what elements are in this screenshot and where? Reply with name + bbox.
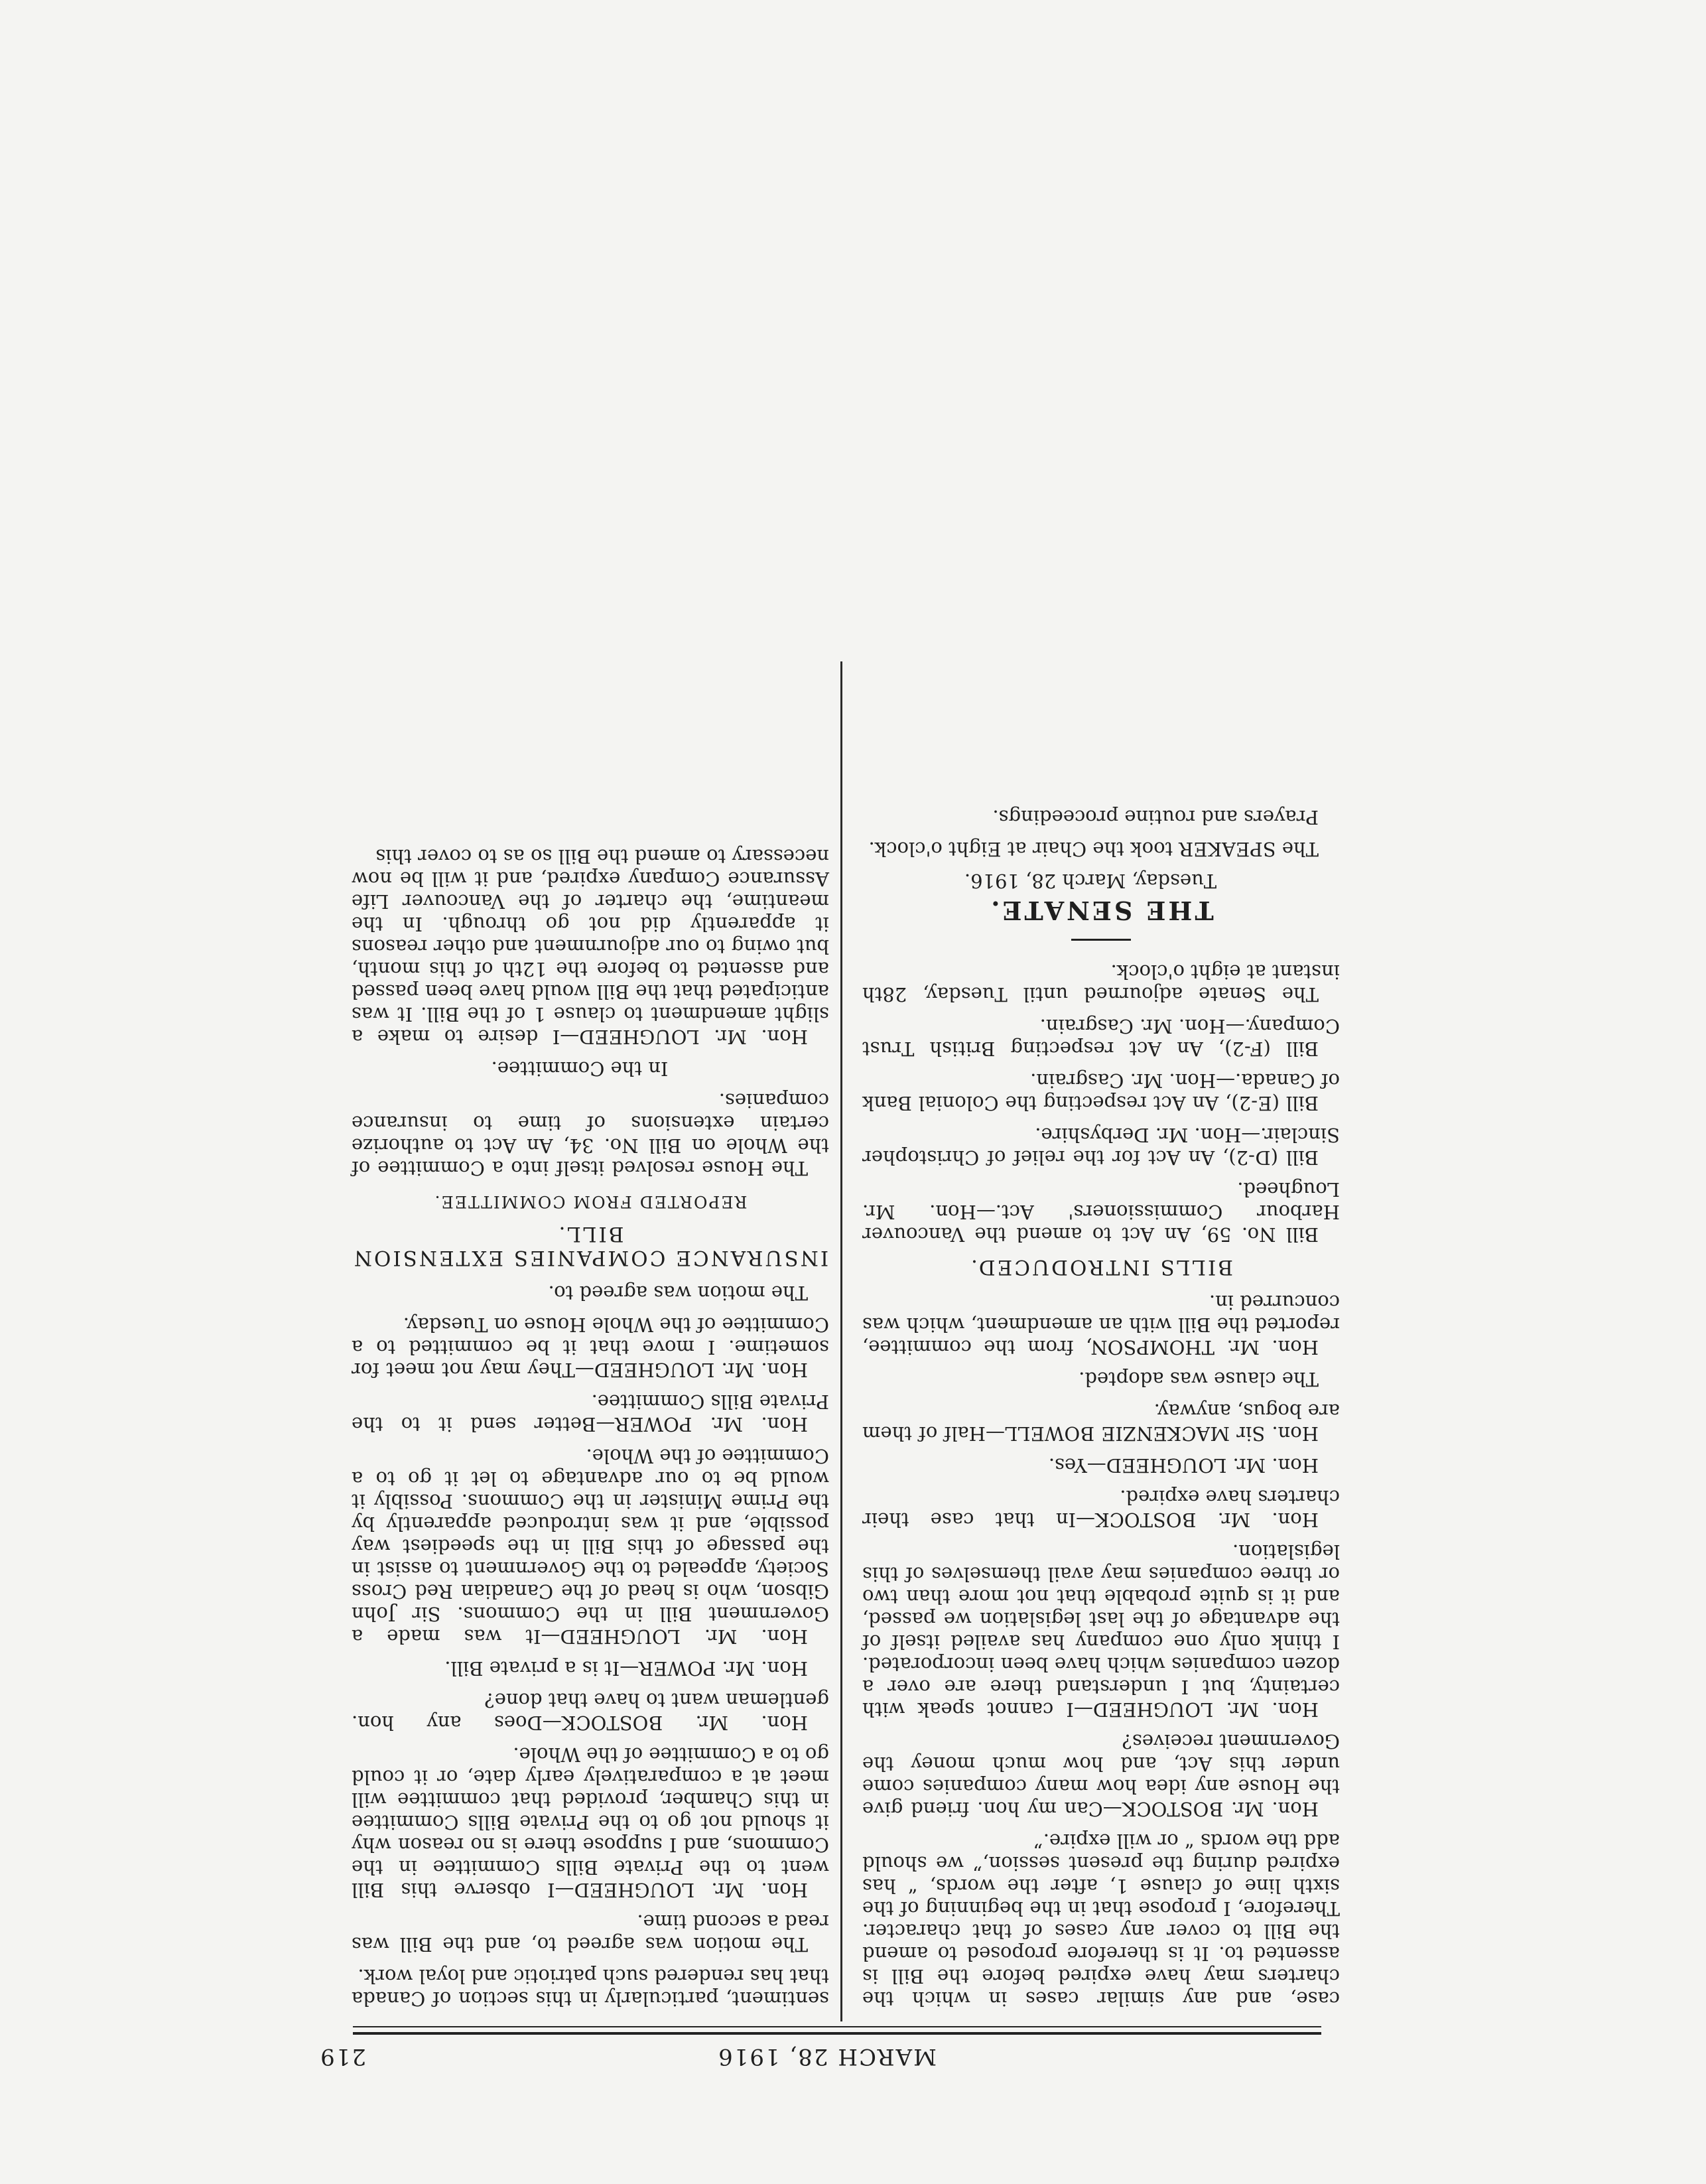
insurance-bill-heading: INSURANCE COMPANIES EXTENSION BILL.: [352, 1222, 829, 1270]
paragraph: Hon. Mr. BOSTOCK—In that case their charters have expired.: [862, 1486, 1340, 1531]
paragraph: Hon. Mr. LOUGHEED—I observe this Bill went to the Private Bills Committee in the Commons, and I suppose there is no reason why it should not go to the Private Bills Committee in this Chamber, provided that committee will meet at a comparatively early date, or it could go to a Committee of the Whole.: [352, 1743, 829, 1901]
senate-title: THE SENATE.: [988, 896, 1214, 925]
running-head: MARCH 28, 1916: [717, 2043, 937, 2070]
paragraph: Hon. Mr. BOSTOCK—Does any hon. gentleman want to have that done?: [352, 1689, 829, 1734]
bill-entry: Bill (D-2), An Act for the relief of Christopher Sinclair.—Hon. Mr. Derbyshire.: [862, 1124, 1340, 1169]
right-column: [352, 836, 829, 2010]
column-divider: [840, 661, 842, 2021]
insurance-bill-subheading: REPORTED FROM COMMITTEE.: [433, 1192, 748, 1211]
paragraph: The motion was agreed to.: [548, 1282, 808, 1304]
paragraph: Hon. Mr. LOUGHEED—I cannot speak with certainty, but I understand there are over a dozen companies which have been incorporated. I think only one company has availed itself of the advantage of the last legislation we passed, and it is quite probable that not more than two or three companies may avail themselves of this legislation.: [862, 1540, 1340, 1721]
paragraph: Hon. Mr. POWER—Better send it to the Private Bills Committee.: [352, 1391, 829, 1436]
paragraph: Hon. Mr. LOUGHEED—Yes.: [1048, 1454, 1319, 1477]
paragraph: The SPEAKER took the Chair at Eight o'clock.: [868, 838, 1319, 860]
header-rule-thin: [353, 2026, 1321, 2027]
header-rule: [353, 2032, 1321, 2035]
paragraph: Hon. Mr. POWER—It is a private Bill.: [444, 1657, 808, 1680]
paragraph: The motion was agreed to, and the Bill was read a second time.: [352, 1911, 829, 1956]
paragraph: Hon. Mr. LOUGHEED—It was made a Government Bill in the Commons. Sir John Gibson, who is head of the Canadian Red Cross Society, appealed to the Government to assist in the passage of this Bill in the speediest way possible, and it was introduced apparently by the Prime Minister in the Commons. Possibly it would be to our advantage to let it go to a Committee of the Whole.: [352, 1445, 829, 1648]
paragraph: Hon. Mr. BOSTOCK—Can my hon. friend give the House any idea how many companies come under this Act, and how much money the Government receives?: [862, 1730, 1340, 1820]
bill-entry: Bill (F-2), An Act respecting British Trust Company.—Hon. Mr. Casgrain.: [862, 1015, 1340, 1060]
left-column: [862, 797, 1340, 2010]
paragraph: The House resolved itself into a Committee of the Whole on Bill No. 34, An Act to authorize certain extensions of time to insurance companies.: [352, 1089, 829, 1180]
section-rule: [1071, 939, 1131, 941]
sitting-date: Tuesday, March 28, 1916.: [964, 870, 1217, 892]
paragraph: case, and any similar cases in which the charters may have expired before the Bill is assented to. It is therefore proposed to amend the Bill to cover any cases of that character. Therefore, I propose that in the beginning of the sixth line of clause 1, after the words, “ has expired during the present session,” we should add the words “ or will expire.”: [862, 1830, 1340, 2010]
paragraph: Hon. Mr. THOMPSON, from the committee, reported the Bill with an amendment, which was concurred in.: [862, 1291, 1340, 1359]
bill-entry: Bill (E-2), An Act respecting the Colonial Bank of Canada.—Hon. Mr. Casgrain.: [862, 1069, 1340, 1115]
paragraph: Prayers and routine proceedings.: [992, 806, 1319, 829]
paragraph: Hon. Mr. LOUGHEED—I desire to make a slight amendment to clause 1 of the Bill. It was anticipated that the Bill would have been passed and assented to before the 12th of this month, but owing to our adjournment and other reasons it apparently did not go through. In the meantime, the charter of the Vancouver Life Assurance Company expired, and it will be now necessary to amend the Bill so as to cover this: [352, 845, 829, 1048]
page-number: 219: [319, 2043, 366, 2070]
committee-note: In the Committee.: [491, 1058, 669, 1080]
paragraph: sentiment, particularly in this section of Canada that has rendered such patriotic and loyal work.: [352, 1965, 829, 2010]
paragraph: Hon. Mr. LOUGHEED—They may not meet for sometime. I move that it be committed to a Committee of the Whole House on Tuesday.: [352, 1314, 829, 1381]
paragraph: Hon. Sir MACKENZIE BOWELL—Half of them are bogus, anyway.: [862, 1400, 1340, 1445]
bills-introduced-heading: BILLS INTRODUCED.: [968, 1255, 1234, 1279]
bill-entry: Bill No. 59, An Act to amend the Vancouver Harbour Commissioners' Act.—Hon. Mr. Lougheed.: [862, 1178, 1340, 1246]
paragraph: The clause was adopted.: [1079, 1368, 1319, 1391]
adjournment-note: The Senate adjourned until Tuesday, 28th instant at eight o'clock.: [862, 961, 1340, 1006]
